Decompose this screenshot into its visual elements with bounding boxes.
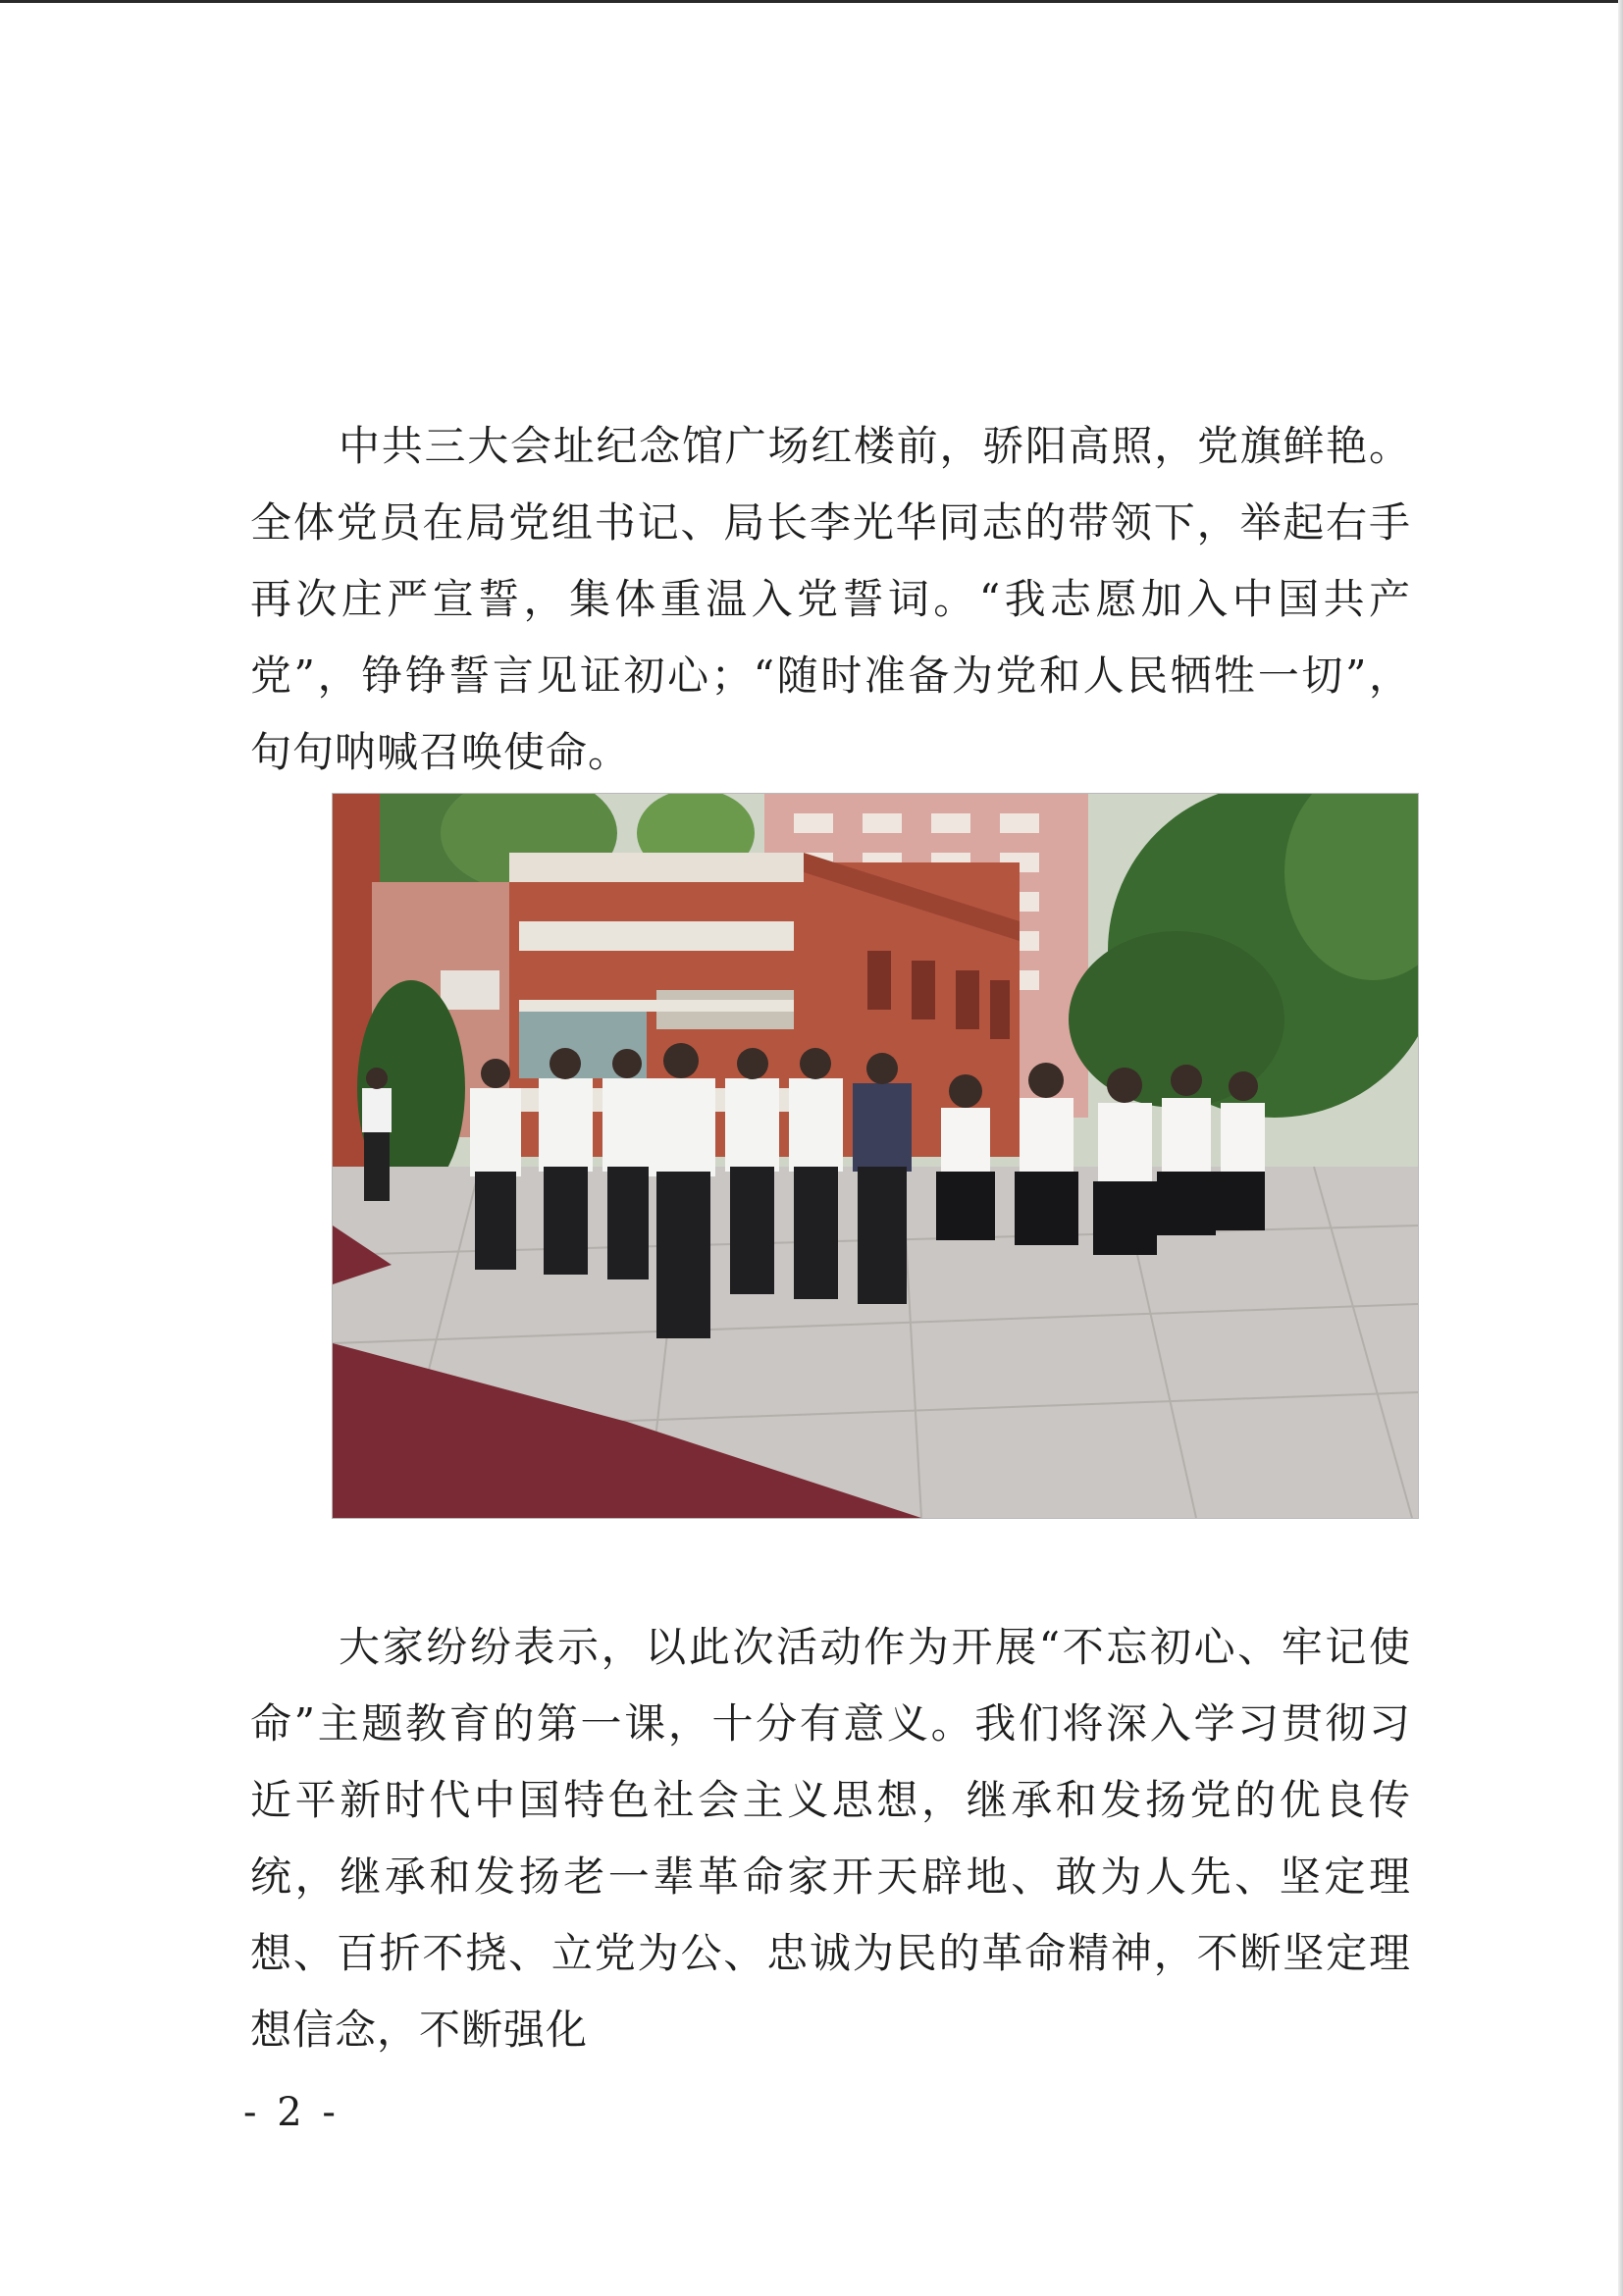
oath-ceremony-photo xyxy=(332,793,1419,1519)
page-number: - 2 - xyxy=(243,2090,340,2135)
paragraph-oath-ceremony: 中共三大会址纪念馆广场红楼前，骄阳高照，党旗鲜艳。全体党员在局党组书记、局长李光华同志的带领下，举起右手再次庄严宣誓，集体重温入党誓词。“我志愿加入中国共产党”，铮铮誓言见证初心；“随时准备为党和人民牺牲一切”，句句呐喊召唤使命。 xyxy=(250,422,1411,776)
paragraph-member-remarks: 大家纷纷表示，以此次活动作为开展“不忘初心、牢记使命”主题教育的第一课，十分有意义。我们将深入学习贯彻习近平新时代中国特色社会主义思想，继承和发扬党的优良传统，继承和发扬老一辈革命家开天辟地、敢为人先、坚定理想、百折不挠、立党为公、忠诚为民的革命精神，不断坚定理想信念，不断强化 xyxy=(250,1623,1411,2054)
scan-right-edge xyxy=(1618,0,1623,2296)
scan-top-edge xyxy=(0,0,1623,3)
photo-illustration xyxy=(333,794,1418,1518)
